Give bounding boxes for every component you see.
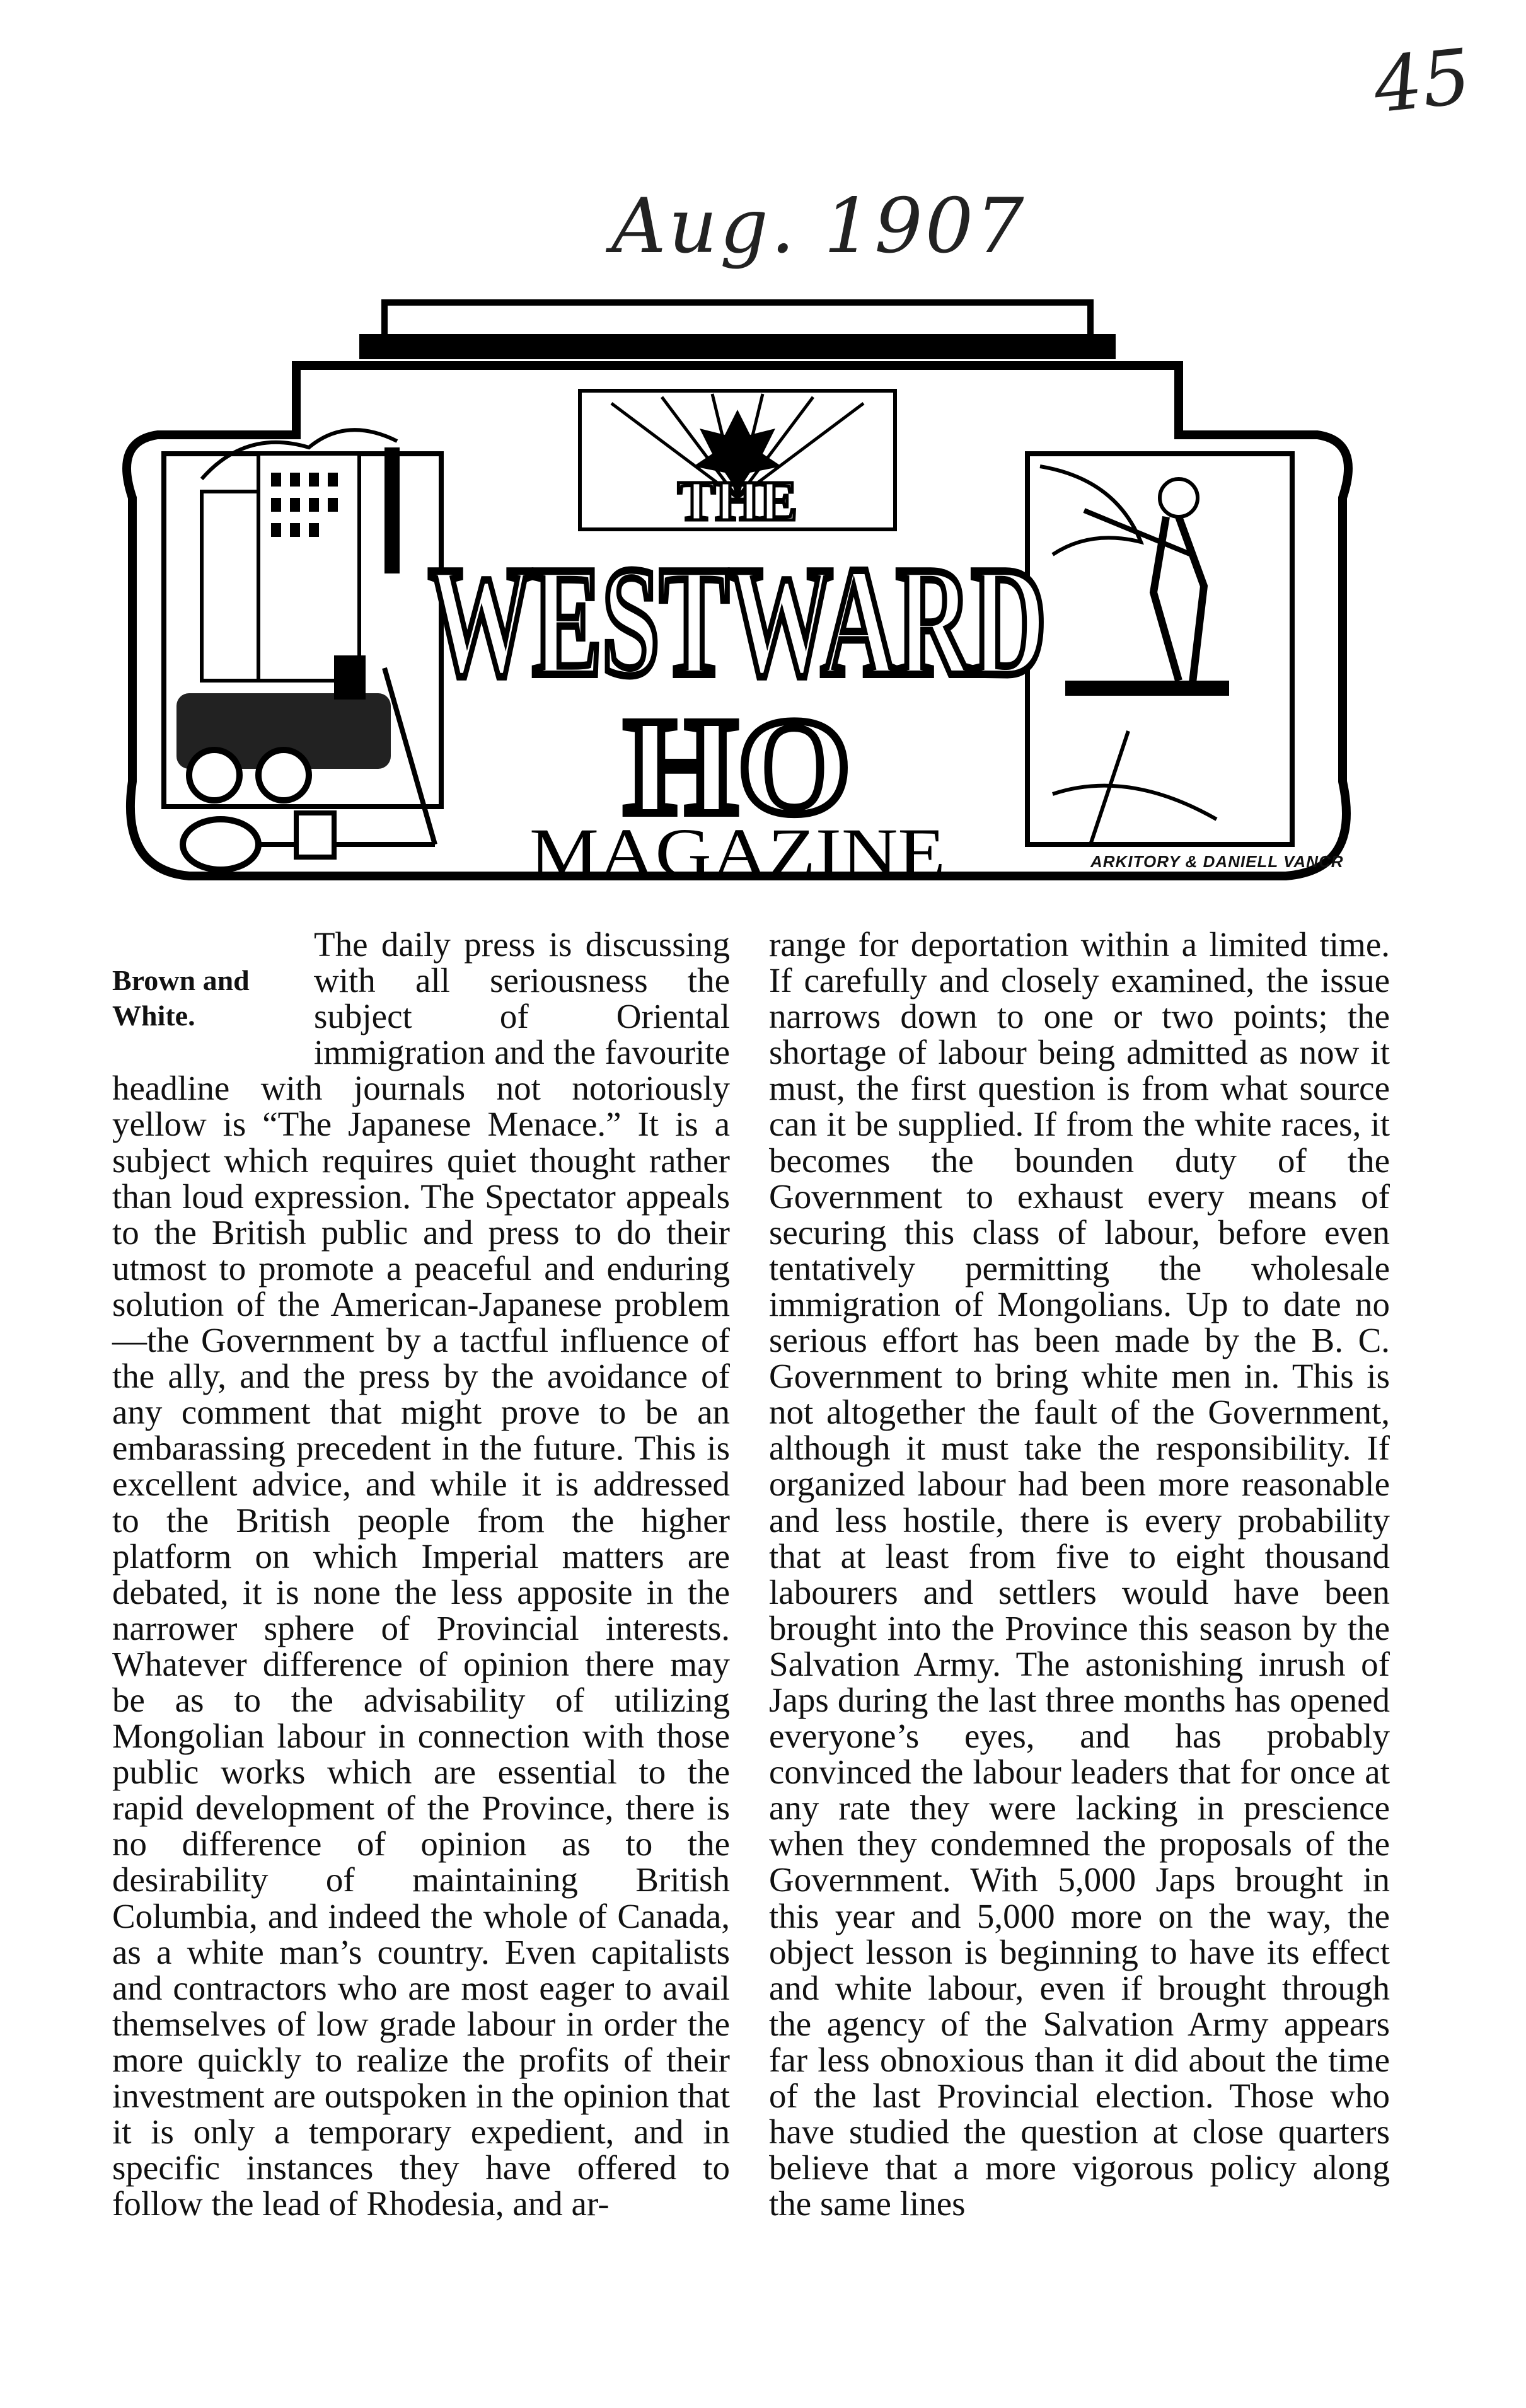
article-text-left: The daily press is discussing with all seriousness the subject of Oriental immigration and the favourite headline with journals not notoriously yellow is “The Japanese Menace.” It is a subject which requires quiet thought rather than loud expression. The Spectator appeals to the British public and press to do their utmost to promote a peaceful and enduring solution of the American-Japanese problem—the Government by a tactful influence of the ally, and the press by the avoidance of any comment that might prove to be an embarassing precedent in the future. This is excellent advice, and while it is addressed to the British people from the higher platform on which Imperial matters are debated, it is none the less apposite in the narrower sphere of Provincial interests. Whatever difference of opinion there may be as to the advisability of utilizing Mongolian labour in connection with those public works which are essential to the rapid development of the Province, there is no difference of opinion as to the desirability of maintaining British Columbia, and indeed the whole of Canada, as a white man’s country. Even capitalists and contractors who are most eager to avail themselves of low grade labour in order the more quickly to realize the profits of their investment are outspoken in the opinion that it is only a temporary expedient, and in specific instances they have offered to follow the lead of Rhodesia, and ar- [112, 925, 730, 2223]
article-column-left [112, 926, 730, 2221]
title-sub: MAGAZINE [529, 814, 945, 891]
masthead-illustration [107, 290, 1368, 895]
miner-scene [1027, 454, 1292, 844]
title-main: WESTWARD [429, 534, 1046, 709]
title-ho: HO [624, 689, 851, 843]
page-number: 45 [1370, 33, 1475, 130]
article-column-right [769, 926, 1390, 2221]
title-the: THE [677, 470, 798, 533]
illustrator-credit: ARKITORY & DANIELL VANCR [1090, 852, 1344, 871]
handwritten-date: Aug. 1907 [611, 183, 1027, 270]
article-text-right: range for deportation within a limited time. If carefully and closely examined, the issue narrows down to one or two points; the shortage of labour being admitted as now it must, the first question is from what source can it be supplied. If from the white races, it becomes the bounden duty of the Government to exhaust every means of securing this class of labour, before even tentatively permitting the wholesale immigration of Mongolians. Up to date no serious effort has been made by the B. C. Government to bring white men in. This is not altogether the fault of the Government, although it must take the responsibility. If organized labour had been more reasonable and less hostile, there is every probability that at least from five to eight thousand labourers and settlers would have been brought into the Province this season by the Salvation Army. The astonishing inrush of Japs during the last three months has opened everyone’s eyes, and has probably convinced the labour leaders that for once at any rate they were lacking in prescience when they condemned the proposals of the Government. With 5,000 Japs brought in this year and 5,000 more on the way, the object lesson is beginning to have its effect and white labour, even if brought through the agency of the Salvation Army appears far less obnoxious than it did about the time of the last Provincial election. Those who have studied the question at close quarters believe that a more vigorous policy along the same lines [769, 925, 1390, 2223]
factory-scene [164, 430, 441, 870]
side-heading: Brown and White. [112, 964, 250, 1032]
